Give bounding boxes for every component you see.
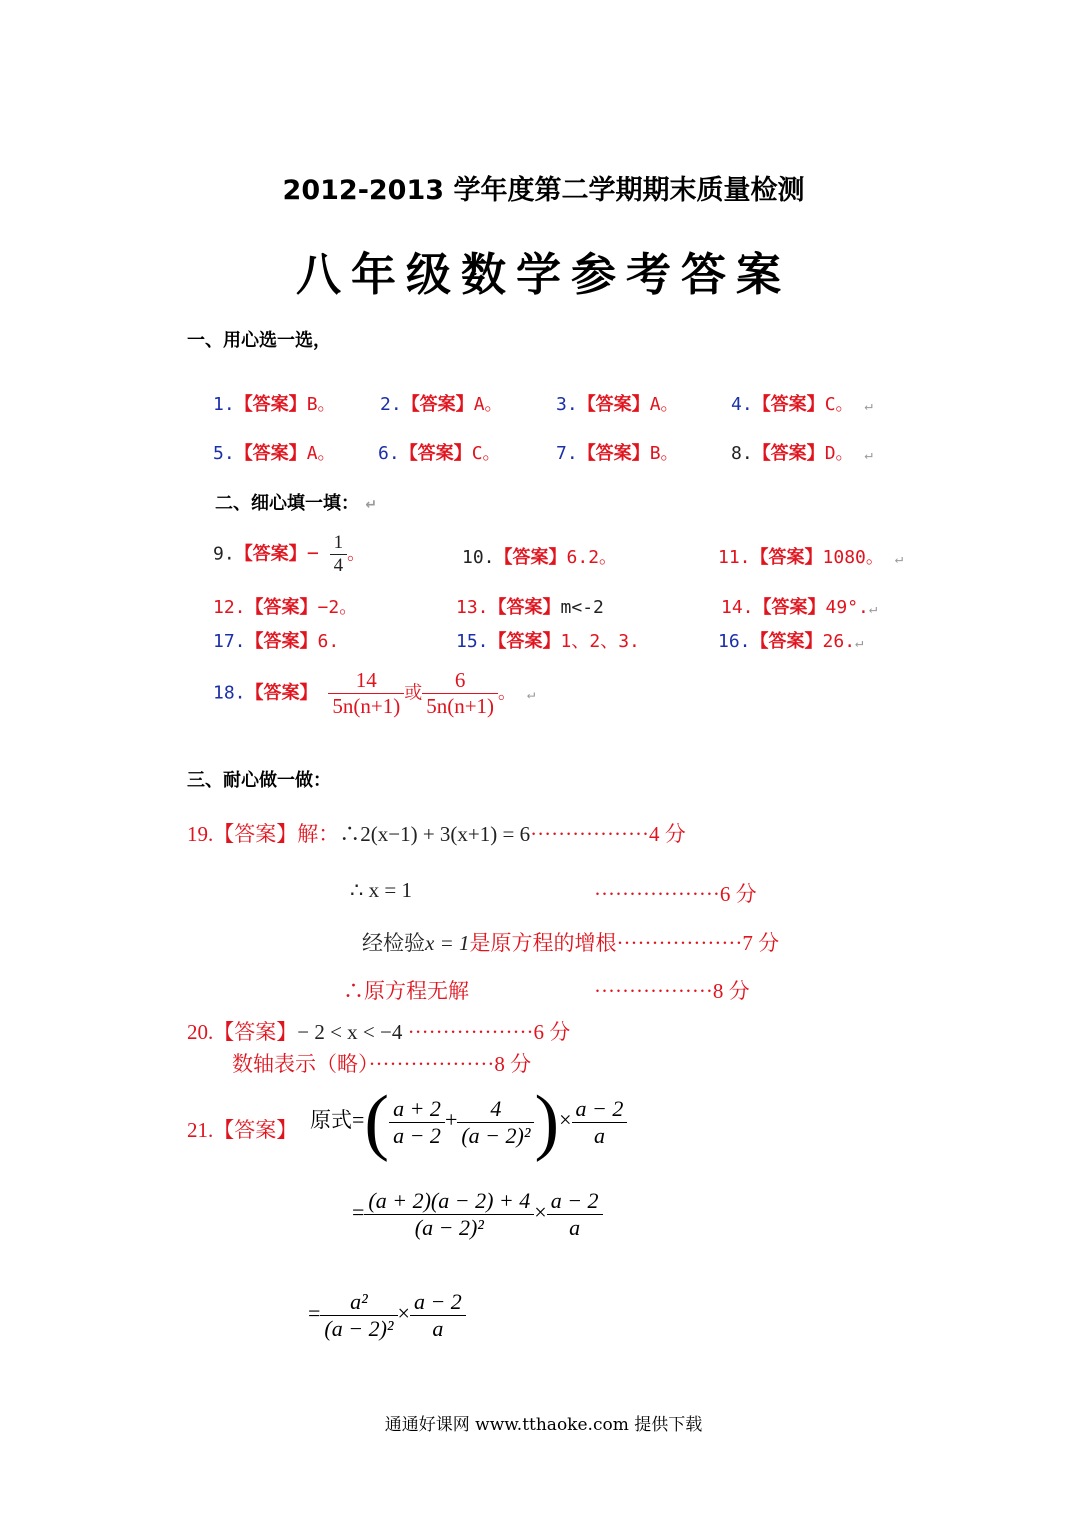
answer-9: 9.【答案】− $\frac{1}{4}$ 。: [213, 532, 366, 576]
answer-4: 4.【答案】C。 ↵: [731, 394, 873, 415]
answer-8: 8.【答案】D。 ↵: [731, 443, 873, 464]
answer-20-line2: 数轴表示（略）··················8 分: [232, 1052, 532, 1076]
answer-21-step3: = $\frac{\text{a²}}{\text{(a − 2)²}}$ × $\frac{a - 2}{a}$: [308, 1289, 466, 1342]
page-subtitle: 八年级数学参考答案: [295, 248, 791, 301]
answer-17: 17.【答案】6.: [213, 631, 340, 652]
answer-19-line1: 19.【答案】解：∴2(x−1) + 3(x+1) = 6·················4 分: [187, 822, 686, 846]
answer-2: 2.【答案】A。: [380, 394, 503, 415]
page-title: 2012-2013 学年度第二学期期末质量检测: [282, 175, 805, 206]
answer-14: 14.【答案】49°.↵: [721, 597, 878, 618]
answer-16: 16.【答案】26.↵: [718, 631, 864, 652]
answer-1: 1.【答案】B。: [213, 394, 336, 415]
answer-19-score2: ··················6 分: [594, 882, 757, 906]
answer-21-step1: 原式=( $\frac{a + 2}{a - 2}$ + $\frac{4}{\text{(a − 2)²}}$ )× $\frac{a - 2}{a}$: [310, 1085, 627, 1159]
section2-heading: 二、细心填一填： ↵: [215, 493, 378, 514]
answer-20-line1: 20.【答案】− 2 < x < −4 ··················6 分: [187, 1020, 571, 1044]
answer-5: 5.【答案】A。: [213, 443, 336, 464]
answer-10: 10.【答案】6.2。: [462, 547, 618, 568]
answer-3: 3.【答案】A。: [556, 394, 679, 415]
answer-21-step2: = $\frac{(a + 2)(a - 2) + 4}{\text{(a − 2)²}}$ × $\frac{a - 2}{a}$: [352, 1188, 603, 1241]
answer-11: 11.【答案】1080。 ↵: [718, 547, 904, 568]
section3-heading: 三、耐心做一做：: [187, 770, 331, 791]
answer-6: 6.【答案】C。: [378, 443, 501, 464]
answer-19-line2: ∴ x = 1: [350, 878, 412, 902]
footer-credit: 通通好课网 www.tthaoke.com 提供下载: [384, 1415, 703, 1435]
answer-19-line4: ∴原方程无解: [343, 979, 469, 1003]
answer-19-score4: ·················8 分: [594, 979, 750, 1003]
answer-7: 7.【答案】B。: [556, 443, 679, 464]
answer-13: 13.【答案】m<-2: [456, 597, 604, 618]
answer-12: 12.【答案】−2。: [213, 597, 358, 618]
answer-19-line3: 经检验x = 1是原方程的增根··················7 分: [362, 931, 780, 955]
answer-21-prefix: 21.【答案】: [187, 1118, 298, 1142]
section1-heading: 一、用心选一选，: [187, 330, 331, 351]
answer-15: 15.【答案】1、2、3.: [456, 631, 640, 652]
answer-18: 18.【答案】 $\frac{14}{5n(n+1)}$ 或 $\frac{6}{5n(n+1)}$ 。 ↵: [213, 668, 536, 718]
